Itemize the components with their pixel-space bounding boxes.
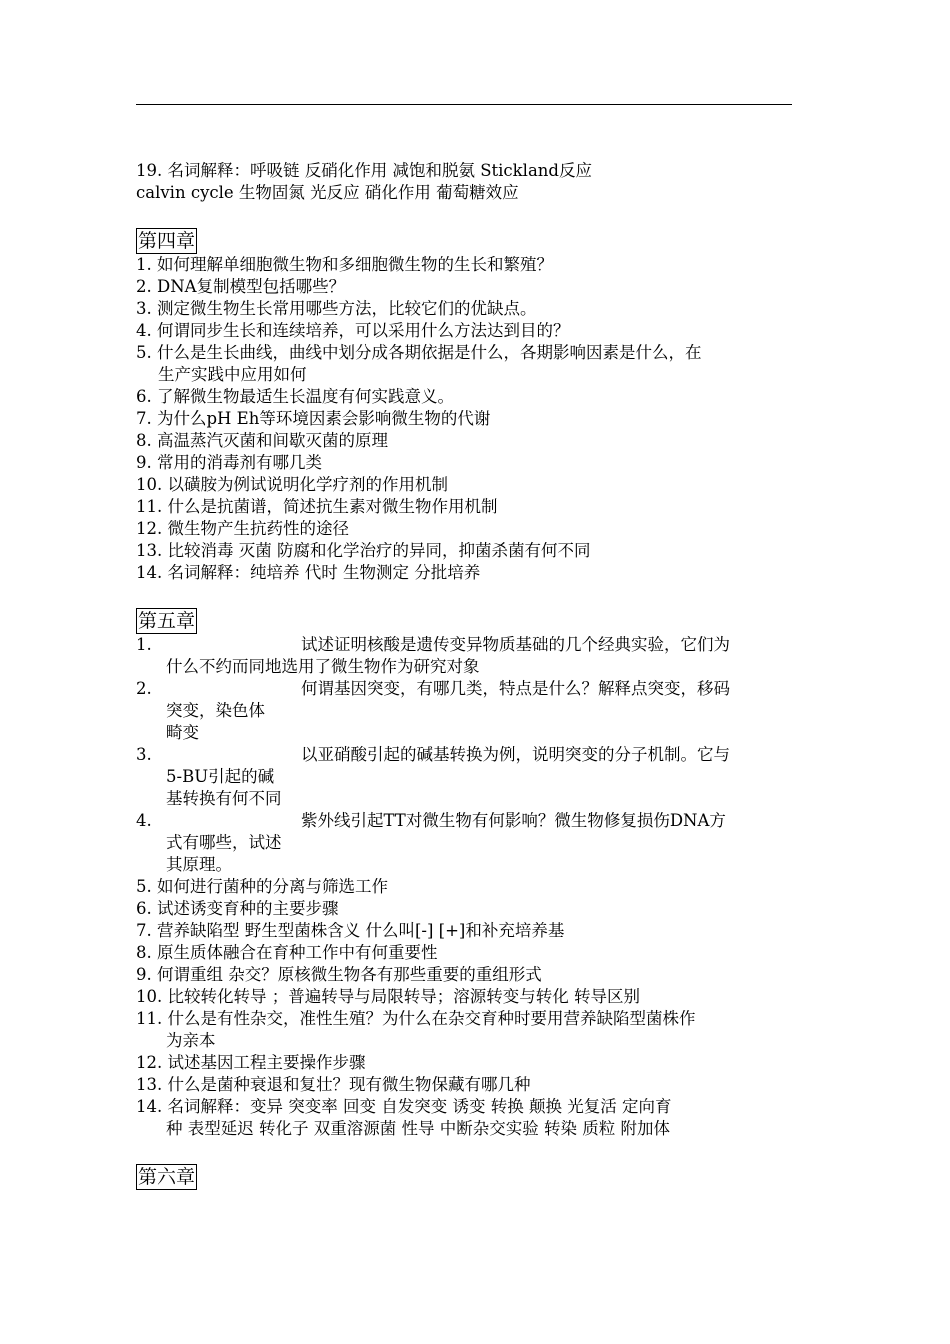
ch4-q14: 14. 名词解释：纯培养 代时 生物测定 分批培养 xyxy=(136,563,481,582)
ch5-q12: 12. 试述基因工程主要操作步骤 xyxy=(136,1053,366,1072)
ch4-q2: 2. DNA复制模型包括哪些？ xyxy=(136,277,346,296)
ch5-q1-b: 什么不约而同地选用了微生物作为研究对象 xyxy=(166,657,480,676)
ch5-q4-number: 4. xyxy=(136,811,152,830)
ch5-q10: 10. 比较转化转导 ；普遍转导与局限转导；溶源转变与转化 转导区别 xyxy=(136,987,640,1006)
ch4-q10: 10. 以磺胺为例试说明化学疗剂的作用机制 xyxy=(136,475,448,494)
ch5-q4-text: 紫外线引起TT对微生物有何影响？微生物修复损伤DNA方 xyxy=(301,811,726,830)
ch5-q3-b: 5-BU引起的碱 xyxy=(166,767,275,786)
ch5-q7: 7. 营养缺陷型 野生型菌株含义 什么叫[-] [+]和补充培养基 xyxy=(136,921,565,940)
ch5-q3-c: 基转换有何不同 xyxy=(166,789,282,808)
ch4-q1: 1. 如何理解单细胞微生物和多细胞微生物的生长和繁殖？ xyxy=(136,255,553,274)
ch4-q5-b: 生产实践中应用如何 xyxy=(158,365,307,384)
ch5-q13: 13. 什么是菌种衰退和复壮？现有微生物保藏有哪几种 xyxy=(136,1075,531,1094)
ch5-q6: 6. 试述诱变育种的主要步骤 xyxy=(136,899,339,918)
ch4-q9: 9. 常用的消毒剂有哪几类 xyxy=(136,453,322,472)
ch5-q3-text: 以亚硝酸引起的碱基转换为例，说明突变的分子机制。它与 xyxy=(301,745,730,764)
ch5-q1-a xyxy=(136,634,796,656)
ch5-q9: 9. 何谓重组 杂交？原核微生物各有那些重要的重组形式 xyxy=(136,965,542,984)
ch5-q1-text: 试述证明核酸是遗传变异物质基础的几个经典实验，它们为 xyxy=(301,635,730,654)
chapter-5-title: 第五章 xyxy=(138,610,196,632)
ch5-q11-a: 11. 什么是有性杂交，准性生殖？为什么在杂交育种时要用营养缺陷型菌株作 xyxy=(136,1009,696,1028)
ch5-q4-b: 式有哪些，试述 xyxy=(166,833,282,852)
header-rule xyxy=(136,104,792,105)
chapter-6 xyxy=(136,1162,796,1190)
chapter-6-title: 第六章 xyxy=(138,1166,196,1188)
ch4-q4: 4. 何谓同步生长和连续培养，可以采用什么方法达到目的？ xyxy=(136,321,570,340)
ch3-q19-line2: calvin cycle 生物固氮 光反应 硝化作用 葡萄糖效应 xyxy=(136,183,519,202)
ch5-q4-a xyxy=(136,810,796,832)
ch5-q8: 8. 原生质体融合在育种工作中有何重要性 xyxy=(136,943,438,962)
ch5-q2-b: 突变，染色体 xyxy=(166,701,265,720)
ch5-q2-text: 何谓基因突变，有哪几类，特点是什么？解释点突变，移码 xyxy=(301,679,730,698)
ch4-q3: 3. 测定微生物生长常用哪些方法，比较它们的优缺点。 xyxy=(136,299,537,318)
ch3-q19-line1: 19. 名词解释：呼吸链 反硝化作用 减饱和脱氨 Stickland反应 xyxy=(136,161,592,180)
ch4-q12: 12. 微生物产生抗药性的途径 xyxy=(136,519,349,538)
ch4-q8: 8. 高温蒸汽灭菌和间歇灭菌的原理 xyxy=(136,431,388,450)
chapter-4-title: 第四章 xyxy=(138,230,196,252)
document-body xyxy=(136,160,796,1190)
ch4-q11: 11. 什么是抗菌谱，简述抗生素对微生物作用机制 xyxy=(136,497,498,516)
chapter-5 xyxy=(136,606,796,1140)
ch5-q1-number: 1. xyxy=(136,635,152,654)
ch5-q11-b: 为亲本 xyxy=(166,1031,216,1050)
ch4-q13: 13. 比较消毒 灭菌 防腐和化学治疗的异同，抑菌杀菌有何不同 xyxy=(136,541,591,560)
ch4-q6: 6. 了解微生物最适生长温度有何实践意义。 xyxy=(136,387,454,406)
ch4-q7: 7. 为什么pH Eh等环境因素会影响微生物的代谢 xyxy=(136,409,491,428)
ch5-q2-a xyxy=(136,678,796,700)
ch4-q5-a: 5. 什么是生长曲线，曲线中划分成各期依据是什么，各期影响因素是什么，在 xyxy=(136,343,702,362)
ch5-q5: 5. 如何进行菌种的分离与筛选工作 xyxy=(136,877,388,896)
ch5-q2-c: 畸变 xyxy=(166,723,199,742)
ch5-q3-a xyxy=(136,744,796,766)
chapter-4 xyxy=(136,226,796,584)
ch5-q3-number: 3. xyxy=(136,745,152,764)
ch5-q14-a: 14. 名词解释：变异 突变率 回变 自发突变 诱变 转换 颠换 光复活 定向育 xyxy=(136,1097,672,1116)
ch5-q2-number: 2. xyxy=(136,679,152,698)
ch5-q14-b: 种 表型延迟 转化子 双重溶源菌 性导 中断杂交实验 转染 质粒 附加体 xyxy=(166,1119,670,1138)
ch5-q4-c: 其原理。 xyxy=(166,855,232,874)
